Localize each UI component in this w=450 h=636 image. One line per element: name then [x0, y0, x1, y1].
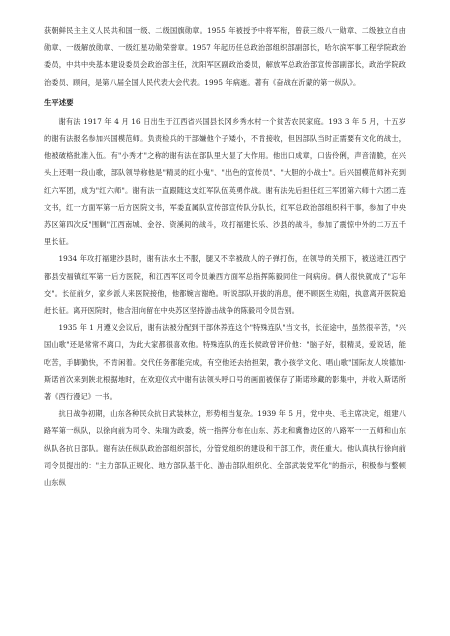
- body-paragraph: 抗日战争初期，山东各种民众抗日武装林立，形势相当复杂。1939 年 5 月，党中央、毛主席决定，组建八路军第一纵队，以徐向前为司令、朱瑞为政委，统一指挥分布在山东、苏北和冀鲁边区的八路军一一五师和山东纵队各抗日部队。谢有法任纵队政治部组织部长，分管党组织的建设和干部工作，责任重大。他认真执行徐向前司令员提出的："主力部队正规化、地方部队基干化、游击部队组织化、全部武装党军化"的指示，积极参与整顿山东纵: [44, 409, 406, 488]
- body-paragraph: 谢有法 1917 年 4 月 16 日出生于江西省兴国县长冈乡秀水村一个贫苦农民家庭。193 3 年 5 月，十五岁的谢有法报名参加兴国模范师。负责检兵的干部嫌他个子矮小，不肯接收，但因部队当时正需要有文化的战士，他被破格批准入伍。有"小秀才"之称的谢有法在部队里大显了大作用。他出口成章，口齿伶俐，声音清脆，在兴头上还唱一段山歌，部队领导称他是"精灵的红小鬼"、"出色的宣传员"、"大胆的小战士"。后兴国模范师补充到红六军团，成为"红六师"。谢有法一直跟随这支红军队伍英勇作战。谢有法先后担任红三军团第六师十六团二连文书，红一方面军第一后方医院文书，军委直属队宣传部宣传队分队长，红军总政治部组织科干事，参加了中央苏区第四次反"围剿"江西南城、金谷、资溪间的战斗，攻打福建长乐、沙县的战斗，参加了震惊中外的二万五千里长征。: [44, 116, 406, 247]
- intro-paragraph: 获朝鲜民主主义人民共和国一级、二级国旗勋章。1955 年被授予中将军衔，曾获三级八一勋章、二级独立自由勋章、一级解放勋章、一级红星功勋荣誉章。1957 年起历任总政治部组织部副部长，哈尔滨军事工程学院政治委员，中共中央基本建设委员会政治部主任，沈阳军区副政治委员，解放军总政治部宣传部副部长，政治学院政治委员、顾问，是第八届全国人民代表大会代表。1995 年病逝。著有《奋战在沂蒙的第一纵队》。: [44, 26, 406, 87]
- section-heading: 生平述要: [44, 97, 74, 107]
- body-paragraph: 1935 年 1 月遵义会议后，谢有法被分配到干部休养连这个"特殊连队"当文书，长征途中，虽然很辛苦，"兴国山歌"还是常常不离口，为此大家都很喜欢他。特殊连队的连长侯政曾评价他："脑子好，很精灵，爱说话，能吃苦，手脚勤快，不肯闲着。交代任务都能完成，有空他还去抬担架，教小孩学文化、唱山歌"国际友人埃德加·斯诺首次来到陕北根据地时，在欢迎仪式中谢有法领头呼口号的画面被保存了斯诺珍藏的影集中，并收入斯诺所著《西行漫记》一书。: [44, 323, 406, 402]
- body-paragraph: 1934 年攻打福建沙县时，谢有法水土不服，腿又不幸被敌人的子弹打伤，在领导的关照下，被送进江西宁都县安福镇红军第一后方医院，和江西军区司令员兼西方面军总指挥陈毅同住一间病房。俩人很快就成了"忘年交"。长征前夕，家乡派人来医院接他，他都婉言谢绝。听说部队开拔的消息，便不顾医生劝阻，执意离开医院追赶长征。离开医院时，他含泪向留在中央苏区坚持游击战争的陈毅司令员告别。: [44, 254, 406, 316]
